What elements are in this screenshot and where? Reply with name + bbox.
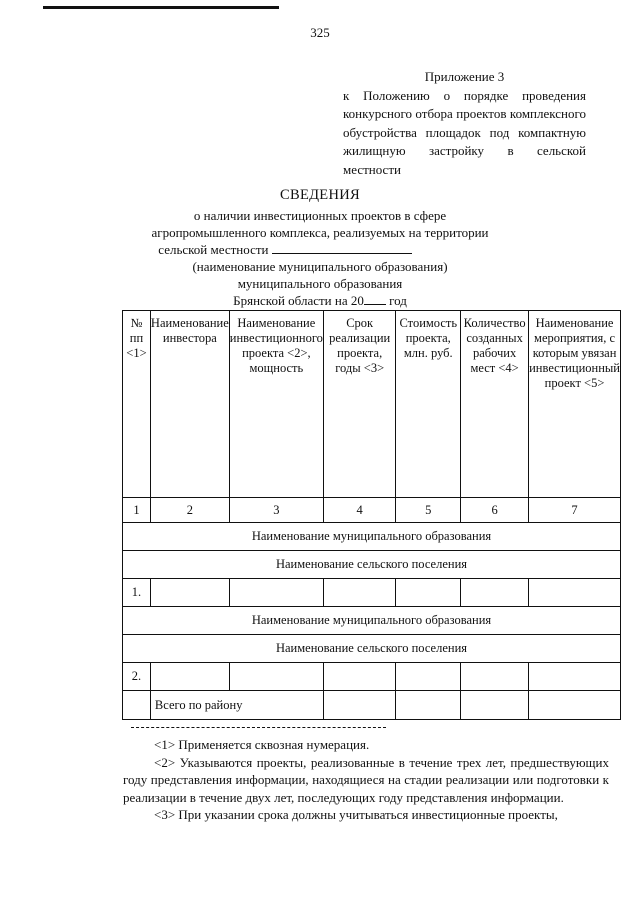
empty-cell [529, 691, 621, 720]
heading-line-3 [0, 241, 605, 258]
empty-cell [150, 663, 229, 691]
footnote: <3> При указании срока должны учитываться инвестиционные проекты, [154, 807, 558, 822]
column-number-cell: 1 [123, 498, 151, 523]
heading-line-4: (наименование муниципального образования) [192, 259, 448, 274]
row-number-cell: 2. [123, 663, 151, 691]
empty-cell [396, 691, 461, 720]
total-row [123, 691, 621, 720]
heading-line-5: муниципального образования [237, 276, 403, 291]
footnote: <1> Применяется сквозная нумерация. [154, 737, 370, 752]
empty-cell [323, 663, 396, 691]
header-cell: Стоимость проекта, млн. руб. [396, 311, 461, 498]
column-number-cell: 3 [229, 498, 323, 523]
section-row [123, 635, 621, 663]
empty-cell [396, 579, 461, 607]
column-number-cell: 5 [396, 498, 461, 523]
empty-cell [229, 579, 323, 607]
table-row [123, 663, 621, 691]
empty-cell [229, 663, 323, 691]
column-number-cell: 4 [323, 498, 396, 523]
year-blank-line [364, 292, 386, 305]
empty-cell [529, 579, 621, 607]
heading-line-6-year: год [389, 293, 407, 308]
column-number-cell: 6 [461, 498, 529, 523]
empty-cell [323, 691, 396, 720]
empty-cell [529, 663, 621, 691]
row-number-cell: 1. [123, 579, 151, 607]
section-cell: Наименование сельского поселения [123, 551, 621, 579]
header-cell: № пп <1> [123, 311, 151, 498]
appendix-title: Приложение 3 [424, 69, 505, 84]
header-cell: Количество созданных рабочих мест <4> [461, 311, 529, 498]
municipality-blank-line [272, 241, 412, 254]
table-row [123, 579, 621, 607]
page-number: 325 [310, 25, 330, 40]
header-cell: Наименование инвестора [150, 311, 229, 498]
empty-cell [461, 691, 529, 720]
footnote: <2> Указываются проекты, реализованные в течение трех лет, предшествующих году представления информации, находящиеся на стадии реализации или подготовки к реализации в течение двух лет, последующих году представления информации. [123, 754, 609, 805]
empty-cell [461, 579, 529, 607]
top-rule [43, 6, 279, 9]
section-row [123, 523, 621, 551]
document-title: СВЕДЕНИЯ [280, 187, 360, 203]
footnote-separator [131, 727, 386, 728]
table-header-row [123, 311, 621, 498]
heading-line-1: о наличии инвестиционных проектов в сфере [193, 208, 447, 223]
header-cell: Наименование инвестиционного проекта <2>, мощность [229, 311, 323, 498]
section-cell: Наименование муниципального образования [123, 607, 621, 635]
heading-line-2: агропромышленного комплекса, реализуемых на территории [151, 225, 489, 240]
column-number-row [123, 498, 621, 523]
empty-cell [396, 663, 461, 691]
empty-cell [150, 579, 229, 607]
empty-cell [323, 579, 396, 607]
appendix-block [343, 68, 586, 179]
empty-cell [461, 663, 529, 691]
empty-cell [123, 691, 151, 720]
total-label: Всего по району [150, 691, 323, 720]
heading-line-3-text: сельской местности [158, 242, 269, 257]
section-cell: Наименование муниципального образования [123, 523, 621, 551]
heading-line-6 [0, 292, 640, 309]
section-row [123, 551, 621, 579]
investment-projects-table [122, 310, 621, 720]
header-cell: Срок реализации проекта, годы <3> [323, 311, 396, 498]
footnotes [123, 736, 609, 824]
section-row [123, 607, 621, 635]
heading-line-6-text: Брянской области на 20 [233, 293, 364, 308]
section-cell: Наименование сельского поселения [123, 635, 621, 663]
column-number-cell: 7 [529, 498, 621, 523]
appendix-body: к Положению о порядке проведения конкурсного отбора проектов комплексного обустройства площадок под компактную жилищную застройку в сельской местности [343, 87, 586, 177]
column-number-cell: 2 [150, 498, 229, 523]
header-cell: Наименование мероприятия, с которым увязан инвестиционный проект <5> [529, 311, 621, 498]
